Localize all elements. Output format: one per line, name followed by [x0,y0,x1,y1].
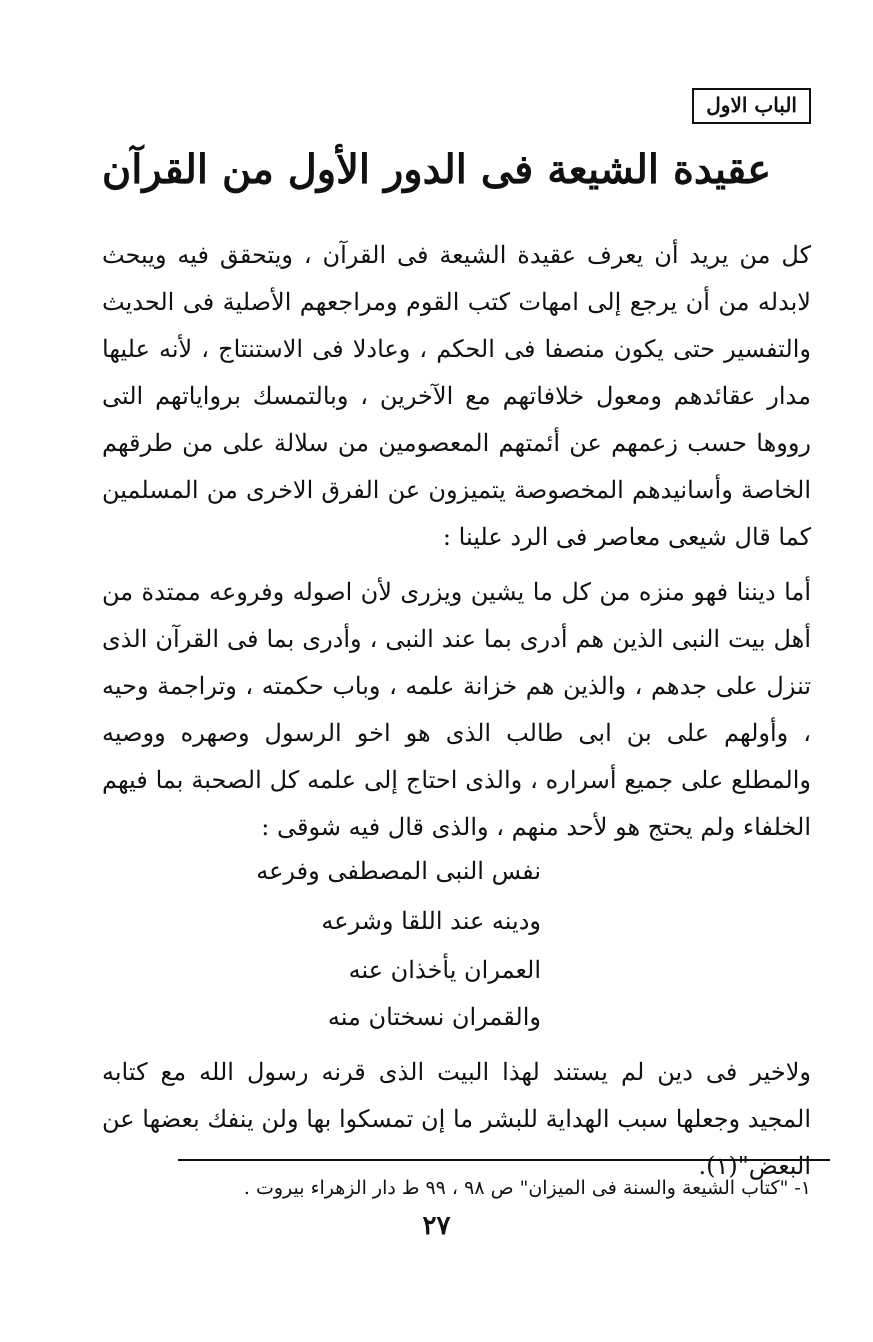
page-title: عقيدة الشيعة فى الدور الأول من القرآن [101,146,772,193]
paragraph-2: أما ديننا فهو منزه من كل ما يشين ويزرى لأن اصوله وفروعه ممتدة من أهل بيت النبى الذين هم أدرى بما عند النبى ، وأدرى بما فى القرآن الذى تنزل على جدهم ، والذين هم خزانة علمه ، وباب حكمته ، وتراجمة وحيه ، وأولهم على بن ابى طالب الذى هو اخو الرسول وصهره ووصيه والمطلع على جميع أسراره ، والذى احتاج إلى علمه كل الصحبة بما فيهم الخلفاء ولم يحتج هو لأحد منهم ، والذى قال فيه شوقى : [102,578,811,841]
page-number: ٢٧ [422,1211,451,1241]
chapter-label: الباب الاول [692,88,811,124]
paragraph-1: كل من يريد أن يعرف عقيدة الشيعة فى القرآن ، ويتحقق فيه ويبحث لابدله من أن يرجع إلى امهات كتب القوم ومراجعهم الأصلية فى الحديث والتفسير حتى يكون منصفا فى الحكم ، وعادلا فى الاستنتاج ، لأنه عليها مدار عقائدهم ومعول خلافاتهم مع الآخرين ، وبالتمسك برواياتهم التى رووها حسب زعمهم عن أئمتهم المعصومين من سلالة على من طرقهم الخاصة وأسانيدهم المخصوصة يتميزون عن الفرق الاخرى من المسلمين كما قال شيعى معاصر فى الرد علينا : [102,241,811,551]
verse-line-1: نفس النبى المصطفى وفرعه [256,857,541,885]
paragraph-3: ولاخير فى دين لم يستند لهذا البيت الذى قرنه رسول الله مع كتابه المجيد وجعلها سبب الهداية للبشر ما إن تمسكوا بها ولن ينفك بعضها عن البعض"(١). [102,1058,811,1180]
footnote: ١- "كتاب الشيعة والسنة فى الميزان" ص ٩٨ ، ٩٩ ط دار الزهراء بيروت . [243,1177,811,1199]
footnote-divider [178,1159,830,1161]
verse-line-4: والقمران نسختان منه [327,1003,541,1031]
verse-line-2: ودينه عند اللقا وشرعه [321,907,541,935]
verse-line-3: العمران يأخذان عنه [348,956,541,984]
